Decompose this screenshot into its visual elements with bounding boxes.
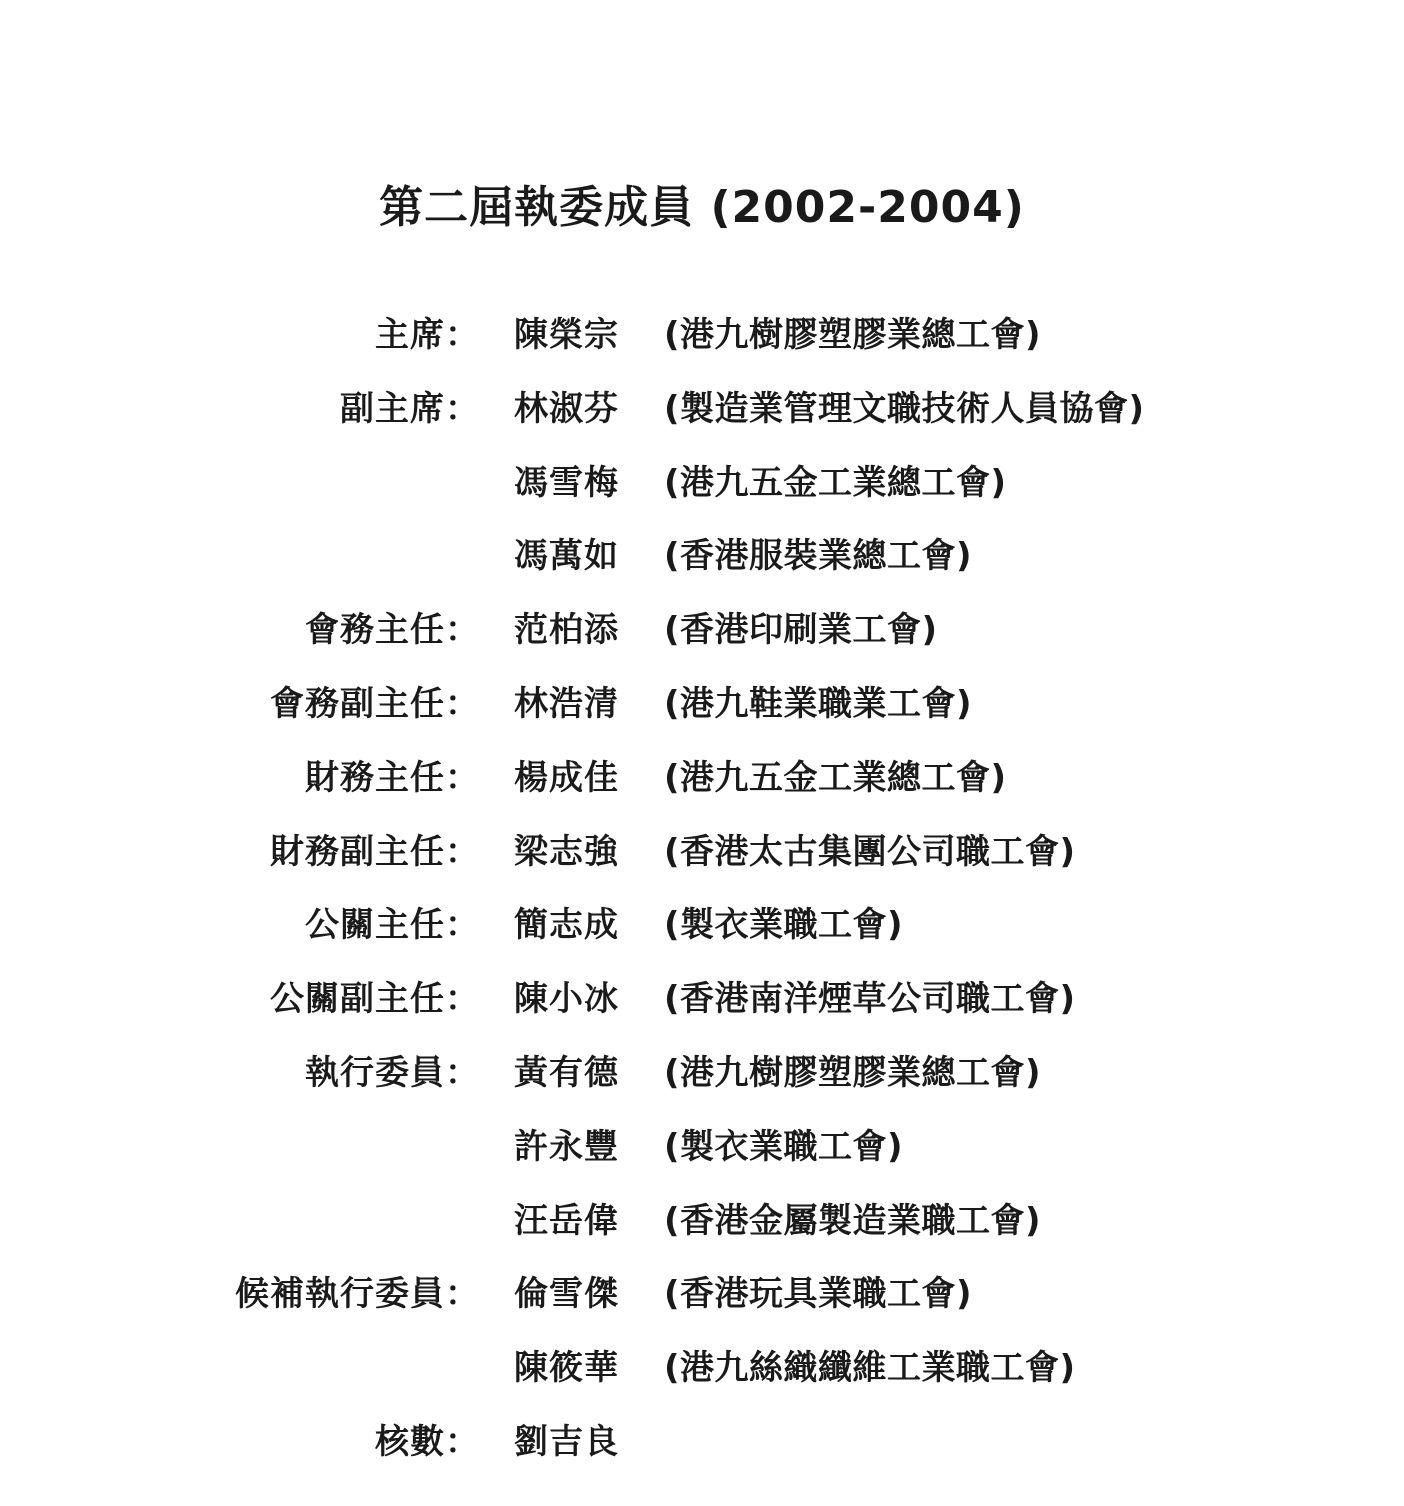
- member-role: 執行委員：: [305, 1052, 480, 1093]
- member-organization: (港九五金工業總工會): [664, 757, 1007, 798]
- member-row: [0, 379, 1404, 453]
- member-row: [0, 1117, 1404, 1191]
- member-role: 財務主任：: [305, 757, 480, 798]
- member-row: [0, 1264, 1404, 1338]
- member-role: 財務副主任：: [270, 831, 480, 872]
- member-role: 會務副主任：: [270, 683, 480, 724]
- member-role: 公關副主任：: [270, 979, 480, 1020]
- member-row: [0, 895, 1404, 969]
- member-row: [0, 748, 1404, 822]
- member-name: 劉吉良: [514, 1421, 619, 1462]
- member-organization: (製造業管理文職技術人員協會): [664, 388, 1145, 429]
- member-organization: (港九樹膠塑膠業總工會): [664, 1052, 1042, 1093]
- member-name: 許永豐: [514, 1126, 619, 1167]
- member-organization: (港九樹膠塑膠業總工會): [664, 315, 1042, 355]
- member-organization: (香港金屬製造業職工會): [664, 1200, 1042, 1241]
- member-organization: (製衣業職工會): [664, 1126, 904, 1167]
- member-name: 簡志成: [514, 905, 619, 946]
- member-name: 倫雪傑: [514, 1274, 619, 1315]
- member-name: 汪岳偉: [514, 1200, 619, 1241]
- member-name: 范柏添: [514, 610, 619, 651]
- member-name: 陳榮宗: [514, 315, 619, 355]
- member-row: [0, 1191, 1404, 1265]
- member-role: 會務主任：: [305, 610, 480, 651]
- member-row: [0, 1412, 1404, 1486]
- member-organization: (香港印刷業工會): [664, 610, 938, 651]
- member-organization: (港九鞋業職業工會): [664, 683, 973, 724]
- member-name: 陳筱華: [514, 1348, 619, 1389]
- member-row: [0, 969, 1404, 1043]
- member-organization: (香港南洋煙草公司職工會): [664, 979, 1076, 1020]
- member-organization: (香港玩具業職工會): [664, 1274, 973, 1315]
- member-name: 林淑芬: [514, 388, 619, 429]
- member-organization: (港九絲織纖維工業職工會): [664, 1348, 1076, 1389]
- member-row: [0, 305, 1404, 379]
- member-organization: (港九五金工業總工會): [664, 462, 1007, 503]
- member-row: [0, 674, 1404, 748]
- member-row: [0, 453, 1404, 527]
- member-organization: (香港服裝業總工會): [664, 536, 973, 577]
- member-name: 陳小冰: [514, 979, 619, 1020]
- member-role: 主席：: [375, 315, 480, 355]
- page-title: 第二屆執委成員 (2002-2004): [379, 182, 1025, 233]
- member-row: [0, 1043, 1404, 1117]
- member-name: 馮萬如: [514, 536, 619, 577]
- member-row: [0, 600, 1404, 674]
- member-name: 楊成佳: [514, 757, 619, 798]
- member-row: [0, 526, 1404, 600]
- member-name: 黃有德: [514, 1052, 619, 1093]
- member-name: 梁志強: [514, 831, 619, 872]
- member-organization: (製衣業職工會): [664, 905, 904, 946]
- member-role: 候補執行委員：: [235, 1274, 480, 1315]
- member-name: 馮雪梅: [514, 462, 619, 503]
- member-organization: (香港太古集團公司職工會): [664, 831, 1076, 872]
- member-row: [0, 1338, 1404, 1412]
- member-role: 副主席：: [340, 388, 480, 429]
- member-name: 林浩清: [514, 683, 619, 724]
- member-role: 公關主任：: [305, 905, 480, 946]
- member-role: 核數：: [375, 1421, 480, 1462]
- member-roster: [0, 305, 1404, 1486]
- member-row: [0, 822, 1404, 896]
